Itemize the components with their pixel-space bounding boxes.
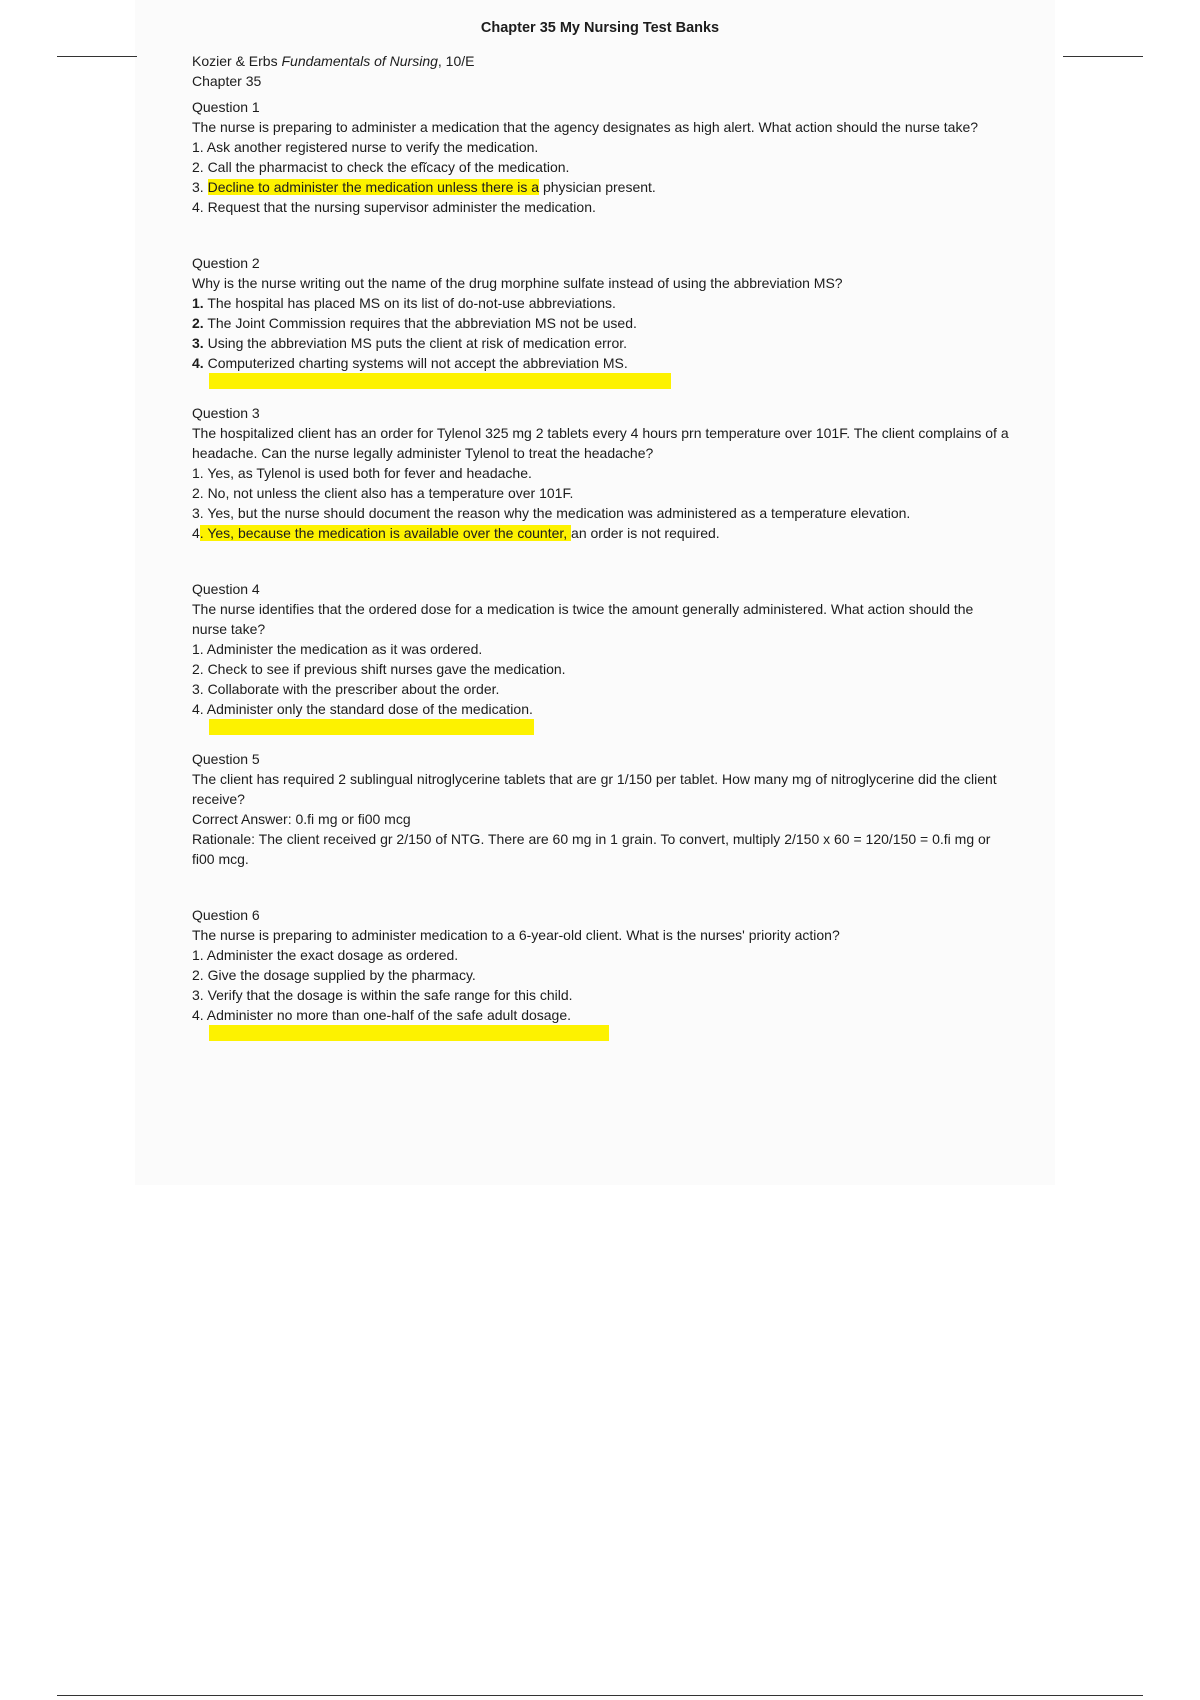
answer-option: 1. Ask another registered nurse to verify the medication. — [192, 139, 539, 155]
question-stem: Why is the nurse writing out the name of the drug morphine sulfate instead of using the abbreviation MS? — [192, 275, 843, 291]
answer-option: 1. Administer the medication as it was ordered. — [192, 641, 483, 657]
highlighted-text: Decline to administer the medication unless there is a — [207, 179, 540, 195]
answer-option: 2. Give the dosage supplied by the pharmacy. — [192, 967, 476, 983]
option-number: 3. — [192, 335, 204, 351]
book-reference — [192, 51, 1012, 71]
question-stem: The hospitalized client has an order for Tylenol 325 mg 2 tablets every 4 hours prn temperature over 101F. The client complains of a headache. Can the nurse legally administer Tylenol to treat the headache? — [192, 425, 1009, 461]
question-label: Question 2 — [192, 255, 260, 271]
question-6 — [192, 905, 1012, 1041]
answer-option: 3. Collaborate with the prescriber about the order. — [192, 681, 500, 697]
highlight-bar — [209, 373, 671, 389]
highlighted-text: . Yes, because the medication is available over the counter, — [199, 525, 572, 541]
option-number: 2. — [192, 315, 204, 331]
highlight-bar — [209, 719, 534, 735]
option-number: 4 — [192, 525, 200, 541]
question-5 — [192, 749, 1012, 869]
answer-option: 4. Administer only the standard dose of the medication. — [192, 701, 533, 717]
answer-option: 4. Administer no more than one-half of the safe adult dosage. — [192, 1007, 572, 1023]
answer-option: 3. Yes, but the nurse should document the reason why the medication was administered as a temperature elevation. — [192, 505, 911, 521]
question-stem: The nurse is preparing to administer medication to a 6-year-old client. What is the nurses' priority action? — [192, 927, 840, 943]
book-title: Fundamentals of Nursing — [281, 53, 438, 69]
answer-option — [192, 353, 1012, 373]
question-stem: The nurse identifies that the ordered dose for a medication is twice the amount generally administered. What action should the nurse take? — [192, 601, 974, 637]
document-title: Chapter 35 My Nursing Test Banks — [480, 20, 720, 36]
option-text: Using the abbreviation MS puts the client at risk of medication error. — [203, 335, 628, 351]
option-text: The Joint Commission requires that the abbreviation MS not be used. — [203, 315, 637, 331]
option-number: 1. — [192, 295, 204, 311]
question-3 — [192, 403, 1012, 543]
answer-option — [192, 313, 1012, 333]
question-label: Question 6 — [192, 907, 260, 923]
question-2 — [192, 253, 1012, 389]
question-label: Question 1 — [192, 99, 260, 115]
answer-option: 2. Call the pharmacist to check the efĩcacy of the medication. — [192, 159, 570, 175]
answer-option: 2. Check to see if previous shift nurses gave the medication. — [192, 661, 566, 677]
chapter-label: Chapter 35 — [192, 73, 262, 89]
option-text: an order is not required. — [571, 525, 720, 541]
rationale: Rationale: The client received gr 2/150 of NTG. There are 60 mg in 1 grain. To convert, multiply 2/150 x 60 = 120/150 = 0.ﬁ mg or ﬁ00 mcg. — [192, 831, 991, 867]
option-text: physician present. — [539, 179, 656, 195]
answer-option: 1. Administer the exact dosage as ordered. — [192, 947, 459, 963]
header-rule-right — [1063, 56, 1143, 57]
question-stem: The nurse is preparing to administer a medication that the agency designates as high alert. What action should the nurse take? — [192, 119, 979, 135]
answer-option: 4. Request that the nursing supervisor administer the medication. — [192, 199, 596, 215]
answer-option: 2. No, not unless the client also has a temperature over 101F. — [192, 485, 574, 501]
header-rule-left — [57, 56, 137, 57]
footer-rule — [57, 1695, 1143, 1696]
question-label: Question 5 — [192, 751, 260, 767]
question-label: Question 3 — [192, 405, 260, 421]
option-number: 4. — [192, 355, 204, 371]
answer-option: 1. Yes, as Tylenol is used both for fever and headache. — [192, 465, 532, 481]
question-label: Question 4 — [192, 581, 260, 597]
correct-answer: Correct Answer: 0.ﬁ mg or ﬁ00 mcg — [192, 811, 411, 827]
answer-option: 3. Verify that the dosage is within the safe range for this child. — [192, 987, 573, 1003]
question-1 — [192, 97, 1012, 217]
answer-option — [192, 177, 1012, 197]
option-text: The hospital has placed MS on its list of do-not-use abbreviations. — [203, 295, 616, 311]
answer-option — [192, 293, 1012, 313]
book-author: Kozier & Erbs — [192, 53, 282, 69]
highlight-bar — [209, 1025, 609, 1041]
answer-option — [192, 523, 1012, 543]
book-edition: , 10/E — [437, 53, 475, 69]
option-number: 3. — [192, 179, 208, 195]
answer-option — [192, 333, 1012, 353]
document-body — [192, 51, 1012, 1043]
question-stem: The client has required 2 sublingual nitroglycerine tablets that are gr 1/150 per tablet. How many mg of nitroglycerine did the client receive? — [192, 771, 997, 807]
question-4 — [192, 579, 1012, 735]
option-text: Computerized charting systems will not accept the abbreviation MS. — [203, 355, 628, 371]
